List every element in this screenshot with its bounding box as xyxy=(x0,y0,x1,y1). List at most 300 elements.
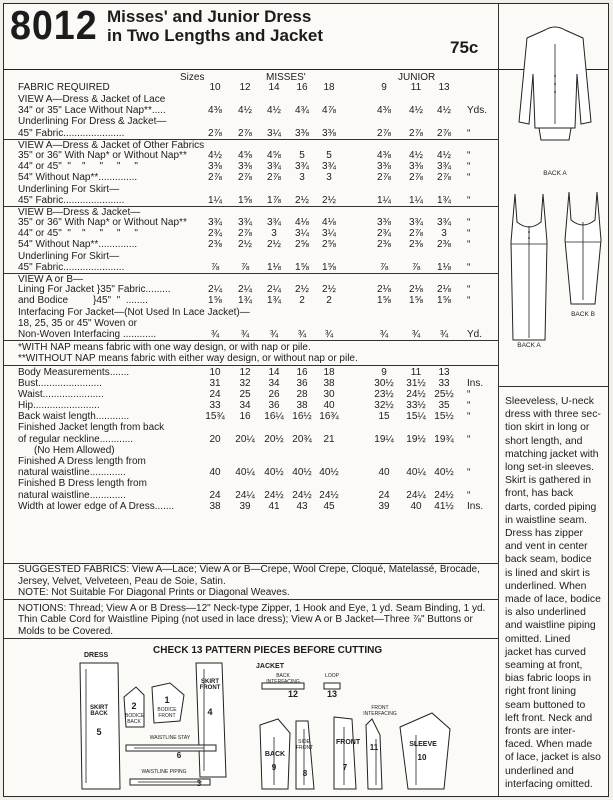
yardage-value: 3¾ xyxy=(409,217,423,229)
notes-section xyxy=(4,564,498,637)
yardage-value: 3⅜ xyxy=(409,161,423,173)
yardage-value: 4⅝ xyxy=(238,149,252,161)
yardage-value: 3¾ xyxy=(437,217,451,229)
yardage-value: 2⅜ xyxy=(377,239,391,251)
measurement-value: 32½ xyxy=(374,400,394,412)
yardage-value: 4⅝ xyxy=(267,149,281,161)
measurement-row xyxy=(4,411,498,422)
piece-number: 11 xyxy=(369,743,379,752)
yardage-unit: “ xyxy=(467,228,471,240)
description-line: front, has back xyxy=(505,488,574,500)
measurement-value: 11 xyxy=(410,366,422,378)
yardage-value: 3¾ xyxy=(208,217,222,229)
piece-number: 10 xyxy=(417,753,427,762)
measurement-label: natural waistline............. xyxy=(18,467,126,479)
measurement-value: 41½ xyxy=(434,500,454,512)
description-line: faced. When made xyxy=(505,739,593,751)
measurement-value: 15¼ xyxy=(406,411,426,423)
measurement-value: 34 xyxy=(268,377,280,389)
measurement-value: 40 xyxy=(378,467,390,479)
size-header-row xyxy=(4,72,498,82)
sizes-label: Sizes xyxy=(180,72,205,83)
yardage-value: 1⅝ xyxy=(295,261,309,273)
yardage-value: 2⅞ xyxy=(409,172,423,184)
notions-line: NOTIONS: Thread; View A or B Dress—12" Neck-type Zipper, 1 Hook and Eye, 1 yd. Seam Binding, 1 yd. xyxy=(18,602,486,614)
yardage-value: 3⅜ xyxy=(295,127,309,139)
measurement-value: 40½ xyxy=(292,467,312,479)
description-line: in waistline seam. xyxy=(505,514,588,526)
dress-heading: DRESS xyxy=(84,652,109,659)
yardage-unit: “ xyxy=(467,284,471,296)
yardage-value: 2⅝ xyxy=(322,239,336,251)
yardage-label: VIEW A—Dress & Jacket of Other Fabrics xyxy=(18,139,205,151)
measurement-unit: “ xyxy=(467,433,471,445)
yardage-row xyxy=(4,329,498,340)
yardage-row xyxy=(4,284,498,295)
measurement-value: 21 xyxy=(323,433,335,445)
description-line: Skirt is gathered in xyxy=(505,475,592,487)
measurement-label: Width at lower edge of A Dress....... xyxy=(18,500,175,512)
yardage-value: 2⅞ xyxy=(238,127,252,139)
yardage-unit: Yds. xyxy=(467,105,488,117)
description-line: left front. Neck and xyxy=(505,712,593,724)
yardage-value: 3¾ xyxy=(295,161,309,173)
sketch-label: BACK B xyxy=(571,311,595,318)
yardage-value: 5 xyxy=(326,149,332,161)
yardage-value: ⅞ xyxy=(240,261,250,273)
yardage-value: 2½ xyxy=(322,194,336,206)
nap-notes xyxy=(4,340,498,364)
measurement-label: natural waistline............. xyxy=(18,489,126,501)
yardage-row xyxy=(4,262,498,273)
description-line: dress with three sec- xyxy=(505,409,601,421)
yardage-label: VIEW B—Dress & Jacket— xyxy=(18,206,141,218)
description-line: underlined and xyxy=(505,765,574,777)
yardage-value: 1⅝ xyxy=(208,295,222,307)
fabric-required-label: FABRIC REQUIRED xyxy=(18,82,110,93)
yardage-value: 4½ xyxy=(267,105,281,117)
description-line: Sleeveless, U-neck xyxy=(505,396,594,407)
measurement-value: 16 xyxy=(296,366,308,378)
yardage-value: 4⅜ xyxy=(208,105,222,117)
yardage-value: 2¾ xyxy=(208,228,222,240)
measurement-value: 18 xyxy=(323,366,335,378)
yardage-label: Underlining For Skirt— xyxy=(18,250,120,262)
yardage-value: 4½ xyxy=(409,105,423,117)
yardage-value: 3¼ xyxy=(295,228,309,240)
divider xyxy=(4,599,498,600)
yardage-value: 1¾ xyxy=(437,194,451,206)
yardage-label: 45" Fabric...................... xyxy=(18,194,125,206)
jacket-heading: JACKET xyxy=(256,663,285,670)
yardage-value: 3⅜ xyxy=(208,161,222,173)
measurement-value: 10 xyxy=(209,366,221,378)
description-line: interfacing omitted. xyxy=(505,778,593,790)
size-header: 14 xyxy=(268,82,280,93)
description-line: fronts are inter- xyxy=(505,726,576,738)
suggested-fabrics-line: SUGGESTED FABRICS: View A—Lace; View A or B—Crepe, Wool Crepe, Cloqué, Matelassé, Brocade, xyxy=(18,564,480,575)
yardage-value: ¾ xyxy=(379,328,389,340)
yardage-label: and Bodice }45" " ........ xyxy=(18,295,148,307)
yardage-value: 2⅞ xyxy=(377,172,391,184)
measurement-value: 24 xyxy=(209,388,221,400)
measurement-row xyxy=(4,456,498,467)
yardage-value: 2⅞ xyxy=(238,228,252,240)
measurement-value: 16 xyxy=(239,411,251,423)
measurement-value: 24½ xyxy=(406,388,426,400)
yardage-value: 2⅞ xyxy=(208,127,222,139)
yardage-value: 1⅛ xyxy=(437,261,451,273)
yardage-row xyxy=(4,184,498,195)
yardage-unit: “ xyxy=(467,127,471,139)
measurement-value: 13 xyxy=(438,366,450,378)
size-header: 16 xyxy=(296,82,308,93)
yardage-value: 1⅝ xyxy=(322,261,336,273)
piece-number: 2 xyxy=(131,701,137,711)
description-line: Dress has zipper xyxy=(505,528,583,540)
yardage-value: ¾ xyxy=(240,328,250,340)
measurement-row xyxy=(4,389,498,400)
yardage-value: 4½ xyxy=(437,149,451,161)
measurement-value: 19½ xyxy=(406,433,426,445)
yardage-label: 45" Fabric...................... xyxy=(18,261,125,273)
measurement-row xyxy=(4,445,498,456)
yardage-unit: Yd. xyxy=(467,328,483,340)
yardage-value: ¾ xyxy=(324,328,334,340)
measurement-value: 40½ xyxy=(319,467,339,479)
measurement-unit: Ins. xyxy=(467,500,484,512)
title-line-1: Misses' and Junior Dress xyxy=(107,7,312,26)
yardage-value: 1⅞ xyxy=(267,194,281,206)
measurement-value: 9 xyxy=(381,366,387,378)
yardage-value: 2¼ xyxy=(267,284,281,296)
measurement-value: 32 xyxy=(239,377,251,389)
yardage-label: VIEW A—Dress & Jacket of Lace xyxy=(18,94,166,105)
measurement-value: 39 xyxy=(378,500,390,512)
measurement-row xyxy=(4,422,498,433)
measurement-value: 24½ xyxy=(264,489,284,501)
measurement-value: 19¾ xyxy=(434,433,454,445)
measurement-label: Finished B Dress length from xyxy=(18,478,147,490)
piece-label: WAISTLINE STAY xyxy=(149,735,191,741)
yardage-value: 1¼ xyxy=(409,194,423,206)
yardage-value: 1¼ xyxy=(377,194,391,206)
yardage-unit: “ xyxy=(467,194,471,206)
yardage-value: 2½ xyxy=(295,194,309,206)
measurement-label: Finished A Dress length from xyxy=(18,456,146,467)
measurement-value: 40¼ xyxy=(235,467,255,479)
yardage-unit: “ xyxy=(467,261,471,273)
measurement-value: 40 xyxy=(323,400,335,412)
yardage-value: 1¾ xyxy=(238,295,252,307)
measurement-label: (No Hem Allowed) xyxy=(34,444,115,456)
measurement-value: 15¾ xyxy=(205,411,225,423)
piece-label: WAISTLINE PIPING xyxy=(141,769,187,775)
description-line: and vent in center xyxy=(505,541,588,553)
measurement-value: 24¼ xyxy=(235,489,255,501)
measurement-value: 20 xyxy=(209,433,221,445)
yardage-value: 3 xyxy=(326,172,332,184)
yardage-value: 3¼ xyxy=(267,127,281,139)
piece-label: BODICE BACK xyxy=(125,713,145,725)
measurement-unit: Ins. xyxy=(467,377,484,389)
back-view-sketches xyxy=(498,4,609,386)
measurement-value: 20½ xyxy=(264,433,284,445)
yardage-row xyxy=(4,94,498,105)
yardage-label: 35" or 36" With Nap* or Without Nap** xyxy=(18,149,187,161)
yardage-value: 4⅞ xyxy=(322,105,336,117)
yardage-value: 1⅝ xyxy=(437,295,451,307)
piece-number: 12 xyxy=(287,689,298,699)
yardage-unit: “ xyxy=(467,172,471,184)
measurement-value: 15 xyxy=(378,411,390,423)
measurement-value: 36 xyxy=(268,400,280,412)
pieces-title: CHECK 13 PATTERN PIECES BEFORE CUTTING xyxy=(153,645,383,656)
yardage-value: 2⅞ xyxy=(409,127,423,139)
measurement-unit: “ xyxy=(467,388,471,400)
yardage-value: 3 xyxy=(441,228,447,240)
piece-label: BODICE FRONT xyxy=(157,707,177,719)
pieces-diagram xyxy=(4,639,498,797)
sleeve-piece xyxy=(400,713,450,789)
yardage-value: 2½ xyxy=(295,284,309,296)
piece-label: BACK INTERFACING xyxy=(266,673,300,685)
measurement-value: 16¼ xyxy=(264,411,284,423)
measurement-value: 33 xyxy=(438,377,450,389)
yardage-label: 44" or 45" " " " " " xyxy=(18,228,138,240)
measurement-value: 34 xyxy=(239,400,251,412)
measurement-unit: “ xyxy=(467,411,471,423)
measurement-value: 38 xyxy=(323,377,335,389)
yardage-value: ¾ xyxy=(297,328,307,340)
yardage-row xyxy=(4,251,498,262)
piece-label: FRONT xyxy=(336,739,361,746)
yardage-table xyxy=(4,72,498,512)
yardage-row xyxy=(4,150,498,161)
measurement-value: 14 xyxy=(268,366,280,378)
size-header: 18 xyxy=(323,82,335,93)
divider xyxy=(4,563,498,564)
measurement-value: 40 xyxy=(410,500,422,512)
yardage-label: 34" or 35" Lace Without Nap**..... xyxy=(18,105,166,117)
yardage-value: 2⅝ xyxy=(295,239,309,251)
nap-note: **WITHOUT NAP means fabric with either way design, or without nap or pile. xyxy=(18,353,358,365)
title-line-2: in Two Lengths and Jacket xyxy=(107,26,323,45)
description-line: made of lace, bodice xyxy=(505,594,601,606)
measurement-value: 33 xyxy=(209,400,221,412)
fabric-required-row xyxy=(4,82,498,94)
description-line: right front lining xyxy=(505,686,577,698)
measurement-value: 23½ xyxy=(374,388,394,400)
junior-label: JUNIOR xyxy=(398,72,436,83)
size-header: 11 xyxy=(410,82,422,93)
yardage-rows xyxy=(4,94,498,340)
measurement-value: 24½ xyxy=(292,489,312,501)
yardage-value: 4½ xyxy=(238,105,252,117)
measurement-value: 24½ xyxy=(319,489,339,501)
yardage-value: 4⅜ xyxy=(377,149,391,161)
measurement-value: 35 xyxy=(438,400,450,412)
yardage-unit: “ xyxy=(467,149,471,161)
measurement-value: 41 xyxy=(268,500,280,512)
yardage-value: 2⅛ xyxy=(437,284,451,296)
yardage-label: VIEW A or B— xyxy=(18,274,84,285)
yardage-value: 2⅛ xyxy=(409,284,423,296)
measurement-value: 19¼ xyxy=(374,433,394,445)
size-header: 9 xyxy=(381,82,387,93)
measurement-value: 30½ xyxy=(374,377,394,389)
yardage-row xyxy=(4,128,498,139)
yardage-row xyxy=(4,195,498,206)
measurement-rows xyxy=(4,365,498,512)
front-interfacing-piece xyxy=(366,719,382,789)
yardage-unit: “ xyxy=(467,217,471,229)
yardage-value: 4⅜ xyxy=(377,105,391,117)
measurement-value: 30 xyxy=(323,388,335,400)
yardage-label: 18, 25, 35 or 45" Woven or xyxy=(18,317,137,329)
yardage-value: 2 xyxy=(326,295,332,307)
yardage-value: 4⅛ xyxy=(295,217,309,229)
description-line: is also underlined xyxy=(505,607,586,619)
measurement-value: 38 xyxy=(296,400,308,412)
yardage-value: 2¼ xyxy=(238,284,252,296)
yardage-value: 1¼ xyxy=(208,194,222,206)
measurement-value: 40½ xyxy=(434,467,454,479)
misses-label: MISSES' xyxy=(266,72,306,83)
description-line: long set-in sleeves. xyxy=(505,462,594,474)
pattern-title xyxy=(107,7,437,45)
measurement-value: 36 xyxy=(296,377,308,389)
yardage-value: 2⅞ xyxy=(377,127,391,139)
measurement-label: Back waist length............ xyxy=(18,411,130,423)
pattern-number: 8012 xyxy=(10,3,98,48)
measurement-value: 31 xyxy=(209,377,221,389)
piece-number: 1 xyxy=(164,695,170,705)
yardage-value: 3¾ xyxy=(238,217,252,229)
yardage-label: Lining For Jacket }35" Fabric......... xyxy=(18,284,171,296)
yardage-row xyxy=(4,295,498,306)
description-line: jacket has curved xyxy=(505,646,586,658)
piece-label: FRONT INTERFACING xyxy=(363,705,397,717)
measurement-label: Finished Jacket length from back xyxy=(18,422,165,434)
measurement-row xyxy=(4,478,498,489)
yardage-row xyxy=(4,239,498,250)
measurement-value: 24½ xyxy=(434,489,454,501)
garment-sketches xyxy=(499,4,609,386)
yardage-value: ¾ xyxy=(269,328,279,340)
measurement-value: 28 xyxy=(296,388,308,400)
nap-note: *WITH NAP means fabric with one way design, or with nap or pile. xyxy=(18,342,311,354)
description-line: back seam, bodice xyxy=(505,554,592,566)
yardage-value: 1⅝ xyxy=(409,295,423,307)
suggested-note: NOTE: Not Suitable For Diagonal Prints or Diagonal Weaves. xyxy=(18,587,290,598)
sketch-label: BACK A xyxy=(517,342,541,349)
yardage-value: 5 xyxy=(299,149,305,161)
yardage-value: 2⅞ xyxy=(409,228,423,240)
size-header: 12 xyxy=(239,82,251,93)
measurement-row xyxy=(4,467,498,478)
yardage-unit: “ xyxy=(467,161,471,173)
yardage-value: 2¼ xyxy=(208,284,222,296)
yardage-value: 3⅜ xyxy=(238,161,252,173)
yardage-value: ¾ xyxy=(210,328,220,340)
size-header: 10 xyxy=(209,82,221,93)
yardage-value: 2⅞ xyxy=(437,172,451,184)
notions-line: Thin Cable Cord for Waistline Piping (not used in lace dress); View A or B Jacket—Three ⅞" Buttons or xyxy=(18,614,473,625)
measurement-row xyxy=(4,501,498,512)
measurement-label: Bust....................... xyxy=(18,377,102,389)
description-line: of lace, jacket is also xyxy=(505,752,601,764)
yardage-value: 2⅜ xyxy=(409,239,423,251)
measurement-value: 25½ xyxy=(434,388,454,400)
yardage-value: 4¾ xyxy=(295,105,309,117)
measurement-value: 16¾ xyxy=(319,411,339,423)
yardage-label: 54" Without Nap**.............. xyxy=(18,172,138,184)
measurement-row xyxy=(4,434,498,445)
yardage-value: 4½ xyxy=(208,149,222,161)
piece-label: SLEEVE xyxy=(409,741,437,748)
sketch-label: BACK A xyxy=(543,170,567,177)
yardage-row xyxy=(4,217,498,228)
description-box xyxy=(498,386,609,797)
measurement-label: of regular neckline............ xyxy=(18,433,134,445)
yardage-row xyxy=(4,105,498,116)
description-line: tion skirt in long or xyxy=(505,422,590,434)
measurement-value: 20¼ xyxy=(235,433,255,445)
yardage-value: 3 xyxy=(271,228,277,240)
yardage-label: Interfacing For Jacket—(Not Used In Lace Jacket)— xyxy=(18,306,250,318)
piece-label: SIDE FRONT xyxy=(296,739,314,751)
side-front-piece xyxy=(296,721,314,789)
yardage-value: 3⅜ xyxy=(322,127,336,139)
yardage-value: 2⅛ xyxy=(377,284,391,296)
piece-number: 4 xyxy=(207,707,213,717)
description-line: underlined. When xyxy=(505,580,587,592)
measurement-label: Waist...................... xyxy=(18,388,104,400)
yardage-value: 1¾ xyxy=(267,295,281,307)
measurement-value: 40¼ xyxy=(406,467,426,479)
yardage-label: 45" Fabric...................... xyxy=(18,127,125,139)
yardage-value: 1⅝ xyxy=(238,194,252,206)
description-line: is lined and skirt is xyxy=(505,567,590,579)
yardage-label: 44" or 45" " " " " " xyxy=(18,161,138,173)
measurement-value: 45 xyxy=(323,500,335,512)
yardage-value: 3¾ xyxy=(267,161,281,173)
piece-label: BACK xyxy=(264,751,286,758)
measurement-value: 31½ xyxy=(406,377,426,389)
measurement-value: 16½ xyxy=(292,411,312,423)
measurement-value: 25 xyxy=(239,388,251,400)
description-line: and waistline piping xyxy=(505,620,596,632)
yardage-value: ¾ xyxy=(439,328,449,340)
piece-number: 9 xyxy=(271,763,277,772)
yardage-value: 2⅞ xyxy=(238,172,252,184)
yardage-value: 4½ xyxy=(437,105,451,117)
piece-label: LOOP xyxy=(325,673,339,679)
yardage-row xyxy=(4,228,498,239)
yardage-value: ¾ xyxy=(411,328,421,340)
size-header: 13 xyxy=(438,82,450,93)
yardage-row xyxy=(4,307,498,318)
yardage-value: 3 xyxy=(299,172,305,184)
yardage-value: 3¾ xyxy=(267,217,281,229)
yardage-value: 3⅜ xyxy=(377,217,391,229)
piece-number: 3 xyxy=(196,779,202,788)
yardage-value: ⅞ xyxy=(411,261,421,273)
yardage-value: 2½ xyxy=(238,239,252,251)
front-piece xyxy=(334,717,361,789)
yardage-value: 1⅛ xyxy=(267,261,281,273)
